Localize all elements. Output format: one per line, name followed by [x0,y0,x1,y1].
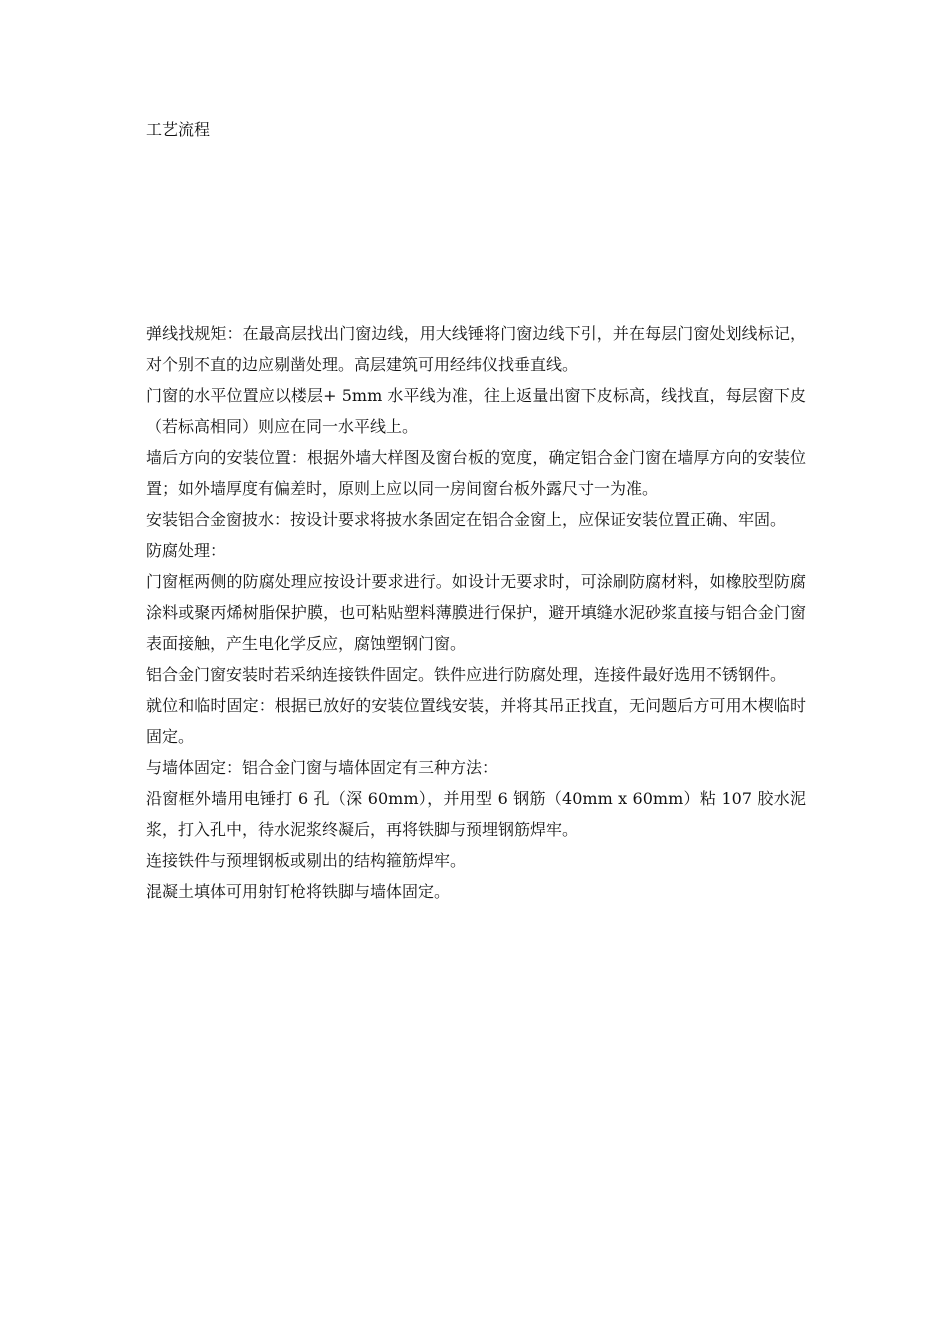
paragraph-method-drill: 沿窗框外墙用电锤打 6 孔（深 60mm），并用型 6 钢筋（40mm x 60mm）粘 107 胶水泥浆，打入孔中，待水泥浆终凝后，再将铁脚与预埋钢筋焊牢。 [146,789,806,839]
paragraph-drip-strip: 安装铝合金窗披水：按设计要求将披水条固定在铝合金窗上，应保证安装位置正确、牢固。 [146,510,787,529]
paragraph-connector-iron: 铝合金门窗安装时若采纳连接铁件固定。铁件应进行防腐处理，连接件最好选用不锈钢件。 [146,665,787,684]
document-title: 工艺流程 [146,120,211,139]
paragraph-anticorrosion-heading: 防腐处理： [146,541,227,560]
paragraph-anticorrosion-detail: 门窗框两侧的防腐处理应按设计要求进行。如设计无要求时，可涂刷防腐材料，如橡胶型防腐涂料或聚丙烯树脂保护膜，也可粘贴塑料薄膜进行保护，避开填缝水泥砂浆直接与铝合金门窗表面接触，产生电化学反应，腐蚀塑钢门窗。 [146,572,806,653]
paragraph-method-nail-gun: 混凝土填体可用射钉枪将铁脚与墙体固定。 [146,882,451,901]
paragraph-snap-line: 弹线找规矩：在最高层找出门窗边线，用大线锤将门窗边线下引，并在每层门窗处划线标记，对个别不直的边应剔凿处理。高层建筑可用经纬仪找垂直线。 [146,324,806,374]
paragraph-temporary-fixing: 就位和临时固定：根据已放好的安装位置线安装，并将其吊正找直，无问题后方可用木楔临时固定。 [146,696,806,746]
paragraph-horizontal-position: 门窗的水平位置应以楼层+ 5mm 水平线为准，往上返量出窗下皮标高，线找直，每层窗下皮（若标高相同）则应在同一水平线上。 [146,386,806,436]
paragraph-wall-thickness-position: 墙后方向的安装位置：根据外墙大样图及窗台板的宽度，确定铝合金门窗在墙厚方向的安装位置；如外墙厚度有偏差时，原则上应以同一房间窗台板外露尺寸一为准。 [146,448,806,498]
document-body [146,318,806,907]
paragraph-wall-fixing-methods: 与墙体固定：铝合金门窗与墙体固定有三种方法： [146,758,499,777]
paragraph-method-weld: 连接铁件与预埋钢板或剔出的结构箍筋焊牢。 [146,851,467,870]
